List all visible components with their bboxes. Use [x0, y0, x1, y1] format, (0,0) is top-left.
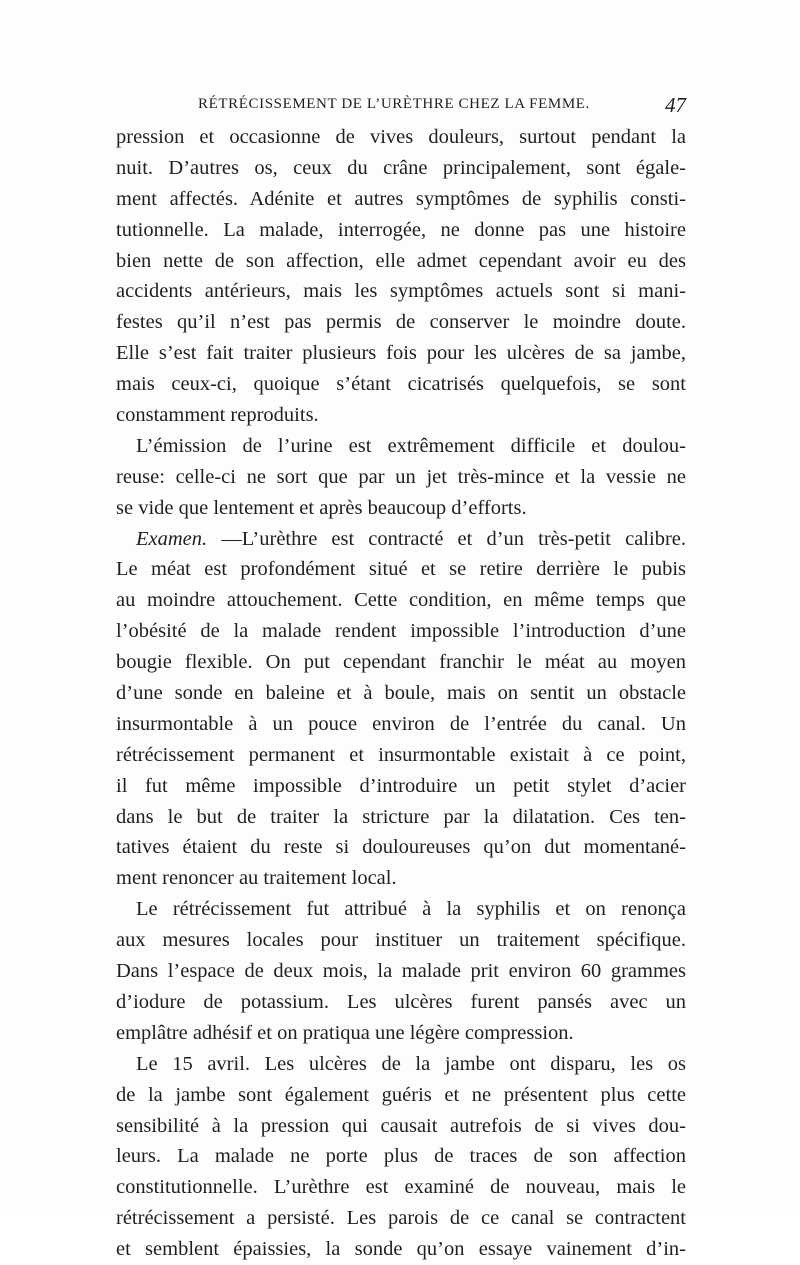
text-line: Le rétrécissement fut attribué à la syphilis et on renonça	[136, 898, 686, 921]
text-line: rétrécissement permanent et insurmontable existait à ce point,	[116, 743, 686, 766]
text-line: dans le but de traiter la stricture par la dilatation. Ces ten-	[116, 805, 686, 828]
text-line: Le méat est profondément situé et se retire derrière le pubis	[116, 558, 686, 581]
examen-line	[116, 524, 686, 555]
text-line: festes qu’il n’est pas permis de conserver le moindre doute.	[116, 311, 686, 334]
text-line: aux mesures locales pour instituer un traitement spécifique.	[116, 929, 686, 952]
text-line: de la jambe sont également guéris et ne présentent plus cette	[116, 1083, 686, 1106]
text-line: ment renoncer au traitement local.	[116, 867, 397, 890]
text-line: bien nette de son affection, elle admet cependant avoir eu des	[116, 249, 686, 272]
running-header	[112, 93, 686, 120]
text-line: L’émission de l’urine est extrêmement difficile et doulou-	[136, 434, 686, 457]
text-line: bougie flexible. On put cependant franchir le méat au moyen	[116, 651, 686, 674]
text-line: —L’urèthre est contracté et d’un très-petit calibre.	[221, 527, 686, 550]
text-line: constamment reproduits.	[116, 404, 319, 427]
text-line: se vide que lentement et après beaucoup d’efforts.	[116, 496, 527, 519]
page-number: 47	[665, 93, 686, 117]
text-line: au moindre attouchement. Cette condition, en même temps que	[116, 589, 686, 612]
text-line: Elle s’est fait traiter plusieurs fois pour les ulcères de sa jambe,	[116, 342, 686, 365]
text-line: reuse: celle-ci ne sort que par un jet très-mince et la vessie ne	[116, 465, 686, 488]
text-line: pression et occasionne de vives douleurs, surtout pendant la	[116, 126, 686, 148]
text-line: d’une sonde en baleine et à boule, mais on sentit un obstacle	[116, 682, 686, 705]
text-line: insurmontable à un pouce environ de l’entrée du canal. Un	[116, 712, 686, 735]
text-line: accidents antérieurs, mais les symptômes actuels sont si mani-	[116, 280, 686, 303]
text-line: ment affectés. Adénite et autres symptômes de syphilis consti-	[116, 187, 686, 210]
text-line: constitutionnelle. L’urèthre est examiné de nouveau, mais le	[116, 1176, 686, 1199]
text-line: Le 15 avril. Les ulcères de la jambe ont disparu, les os	[136, 1052, 686, 1075]
text-line: rétrécissement a persisté. Les parois de ce canal se contractent	[116, 1207, 686, 1230]
text-line: d’iodure de potassium. Les ulcères furent pansés avec un	[116, 990, 686, 1013]
text-line: il fut même impossible d’introduire un petit stylet d’acier	[116, 774, 686, 797]
text-line: leurs. La malade ne porte plus de traces de son affection	[116, 1145, 686, 1168]
text-line: sensibilité à la pression qui causait autrefois de si vives dou-	[116, 1114, 686, 1137]
body-text	[116, 122, 686, 1265]
running-title: RÉTRÉCISSEMENT DE L’URÈTHRE CHEZ LA FEMME.	[198, 96, 590, 112]
text-line: tutionnelle. La malade, interrogée, ne donne pas une histoire	[116, 218, 686, 241]
text-line: l’obésité de la malade rendent impossible l’introduction d’une	[116, 620, 686, 643]
text-line: nuit. D’autres os, ceux du crâne principalement, sont égale-	[116, 156, 686, 179]
examen-label: Examen.	[136, 527, 208, 550]
text-line: tatives étaient du reste si douloureuses qu’on dut momentané-	[116, 836, 686, 859]
text-line: emplâtre adhésif et on pratiqua une légère compression.	[116, 1021, 574, 1044]
text-line: et semblent épaissies, la sonde qu’on essaye vainement d’in-	[116, 1238, 686, 1261]
text-line: Dans l’espace de deux mois, la malade prit environ 60 grammes	[116, 960, 686, 983]
text-line: mais ceux-ci, quoique s’étant cicatrisés quelquefois, se sont	[116, 373, 686, 396]
